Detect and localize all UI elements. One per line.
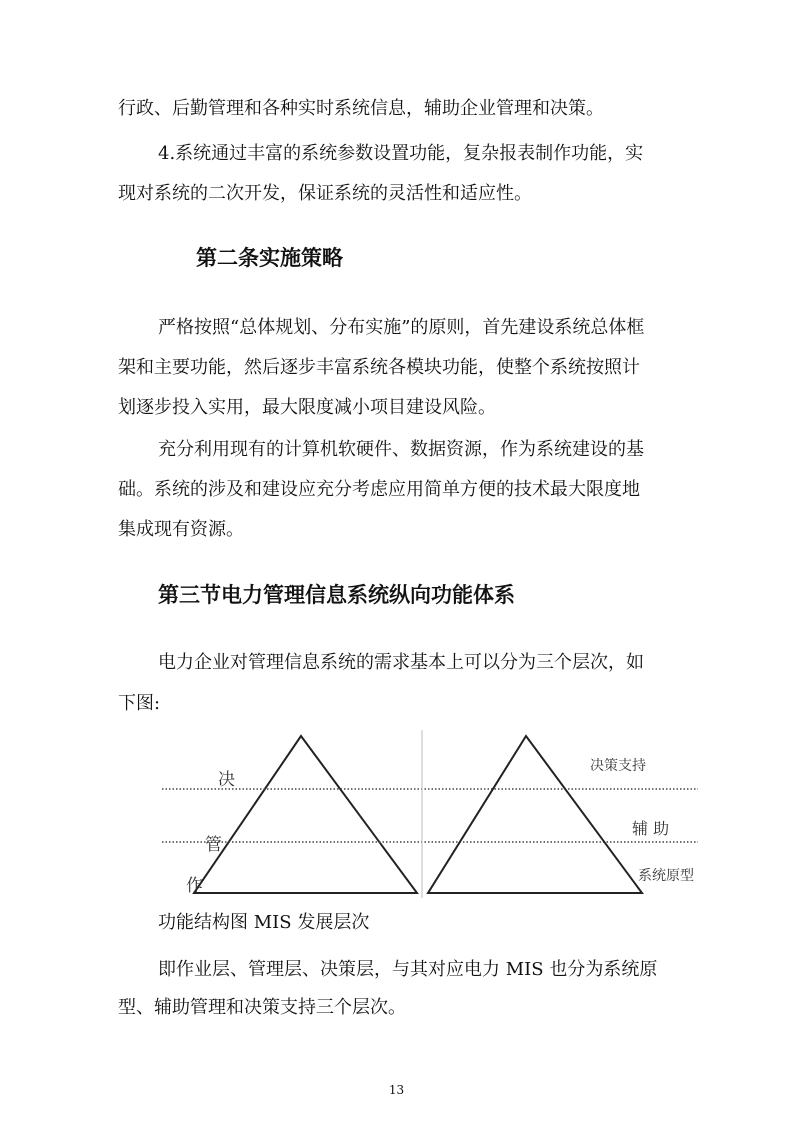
label-assist: 辅 助 [632, 819, 670, 838]
label-system-prototype: 系统原型 [638, 868, 694, 884]
paragraph-line: 型、辅助管理和决策支持三个层次。 [118, 997, 406, 1018]
figure-caption: 功能结构图 MIS 发展层次 [158, 912, 370, 933]
paragraph-line: 严格按照“总体规划、分布实施”的原则，首先建设系统总体框 [158, 317, 645, 338]
label-decision: 决 [218, 770, 235, 790]
paragraph-line: 架和主要功能，然后逐步丰富系统各模块功能，使整个系统按照计 [118, 357, 640, 378]
section-heading: 第三节电力管理信息系统纵向功能体系 [158, 583, 515, 607]
paragraph-line: 现对系统的二次开发，保证系统的灵活性和适应性。 [118, 183, 532, 204]
mis-hierarchy-figure [150, 728, 710, 900]
paragraph-line: 划逐步投入实用，最大限度减小项目建设风险。 [118, 397, 496, 418]
paragraph-line: 充分利用现有的计算机软硬件、数据资源，作为系统建设的基 [158, 439, 644, 460]
paragraph-line: 下图: [118, 693, 161, 714]
paragraph-line: 础。系统的涉及和建设应充分考虑应用简单方便的技术最大限度地 [118, 479, 640, 500]
label-decision-support: 决策支持 [590, 758, 646, 774]
paragraph-line: 4.系统通过丰富的系统参数设置功能，复杂报表制作功能，实 [158, 143, 644, 164]
label-operation: 作 [186, 876, 203, 896]
paragraph-line: 集成现有资源。 [118, 519, 244, 540]
paragraph-line: 行政、后勤管理和各种实时系统信息，辅助企业管理和决策。 [118, 98, 604, 119]
article-heading: 第二条实施策略 [196, 246, 343, 270]
left-pyramid [194, 736, 417, 893]
paragraph-line: 电力企业对管理信息系统的需求基本上可以分为三个层次，如 [158, 652, 644, 673]
page-number: 13 [388, 1083, 405, 1097]
label-management: 管 [205, 835, 222, 855]
paragraph-line: 即作业层、管理层、决策层，与其对应电力 MIS 也分为系统原 [158, 959, 658, 980]
